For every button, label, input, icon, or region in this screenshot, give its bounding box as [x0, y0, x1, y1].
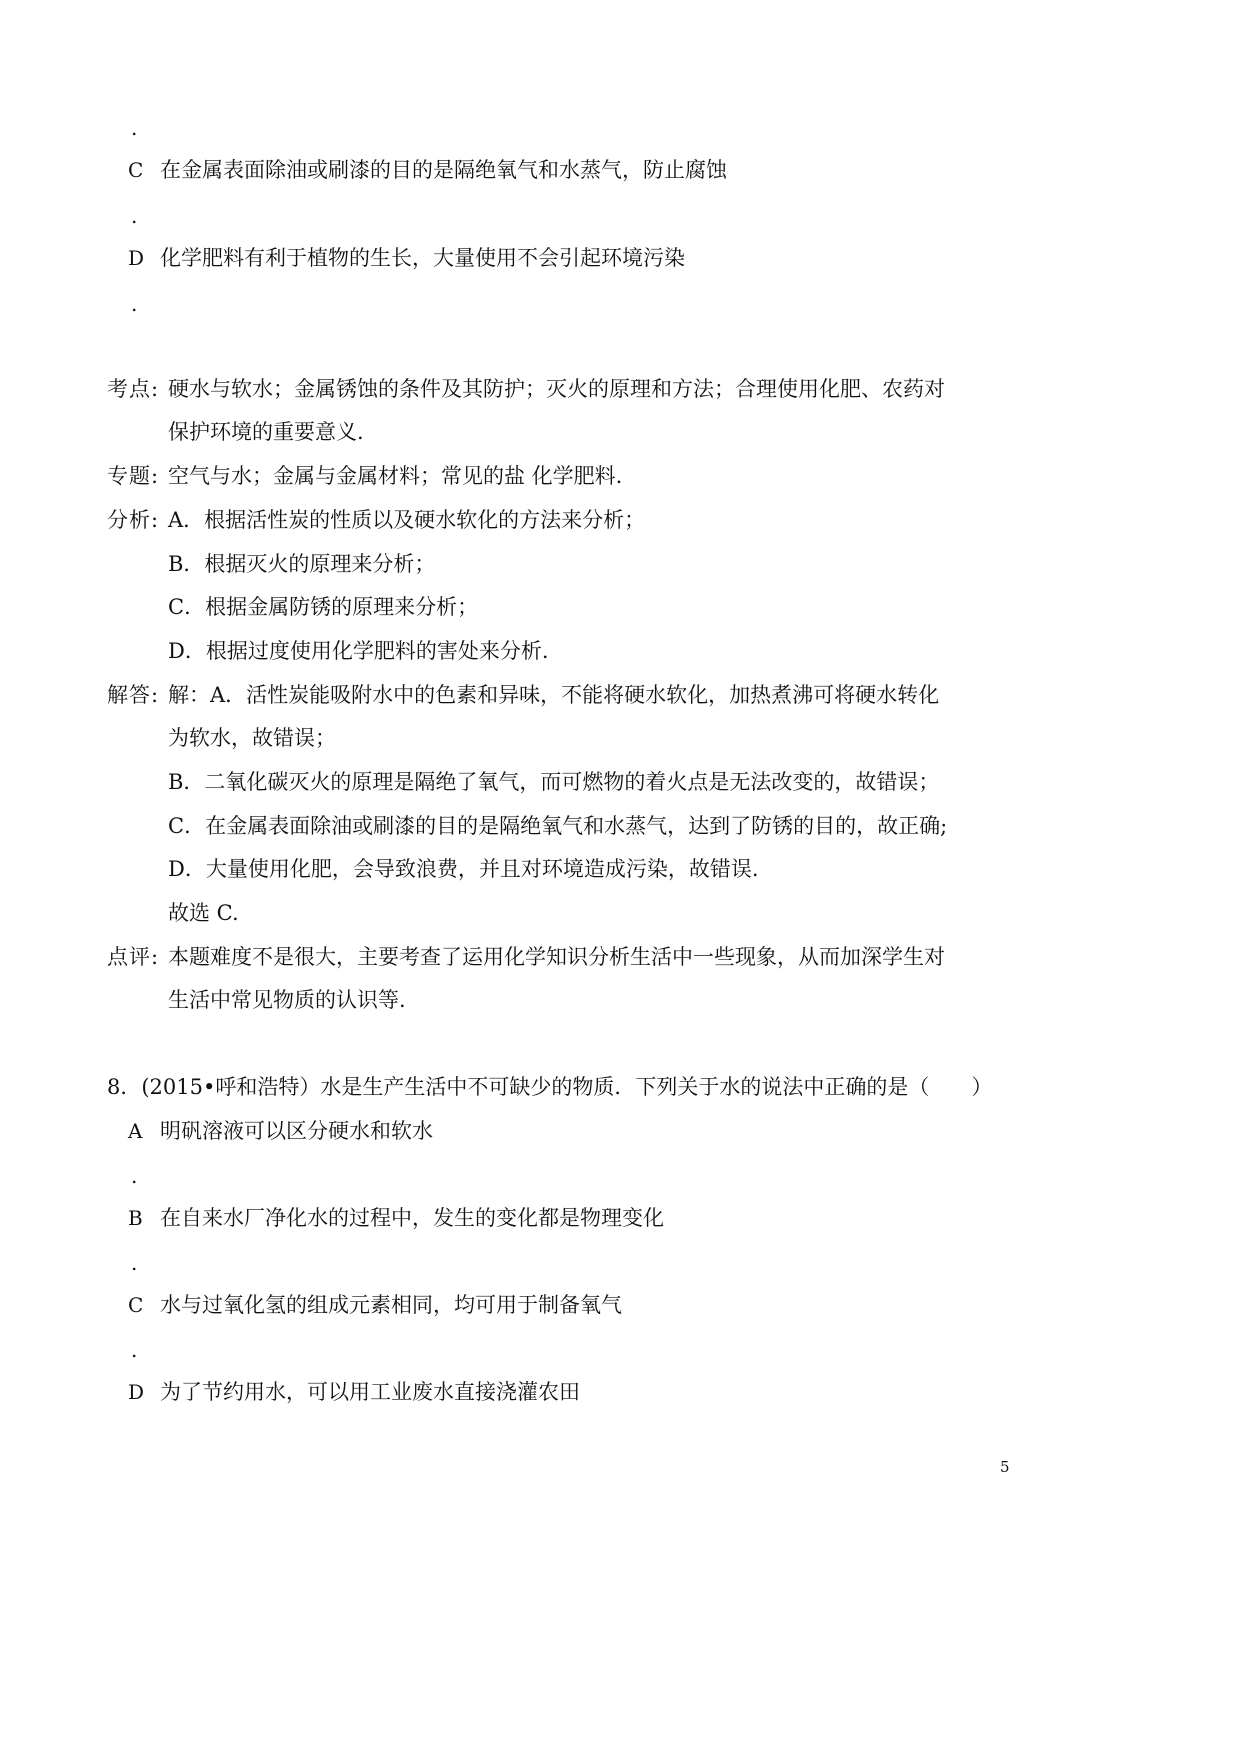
- fenxi-line: B．根据灭火的原理来分析；: [168, 552, 436, 576]
- option-text: 化学肥料有利于植物的生长，大量使用不会引起环境污染: [160, 246, 685, 270]
- option-dot: .: [131, 116, 138, 140]
- option-dot: .: [131, 292, 138, 316]
- fenxi-line: C．根据金属防锈的原理来分析；: [168, 595, 479, 619]
- option-dot: .: [131, 1164, 138, 1188]
- option-text: 在自来水厂净化水的过程中，发生的变化都是物理变化: [160, 1206, 664, 1230]
- jieda-line: 解：A．活性炭能吸附水中的色素和异味，不能将硬水软化，加热煮沸可将硬水转化: [168, 683, 940, 707]
- option-letter: C: [128, 158, 144, 182]
- jieda-line: 为软水，故错误；: [168, 726, 336, 750]
- fenxi-label: 分析:: [107, 508, 160, 532]
- fenxi-line: A．根据活性炭的性质以及硬水软化的方法来分析；: [168, 508, 646, 532]
- option-letter: C: [128, 1293, 144, 1317]
- page-number: 5: [1000, 1458, 1010, 1476]
- option-letter: B: [128, 1206, 143, 1230]
- option-dot: .: [131, 1251, 138, 1275]
- option-letter: D: [128, 1380, 145, 1404]
- option-text: 在金属表面除油或刷漆的目的是隔绝氧气和水蒸气，防止腐蚀: [160, 158, 727, 182]
- jieda-line: D．大量使用化肥，会导致浪费，并且对环境造成污染，故错误.: [168, 857, 759, 881]
- zhuanti-label: 专题:: [107, 464, 160, 488]
- option-text: 为了节约用水，可以用工业废水直接浇灌农田: [160, 1380, 580, 1404]
- kaodian-label: 考点:: [107, 377, 160, 401]
- option-letter: D: [128, 246, 145, 270]
- kaodian-line: 保护环境的重要意义.: [168, 420, 364, 444]
- option-text: 水与过氧化氢的组成元素相同，均可用于制备氧气: [160, 1293, 622, 1317]
- dianping-line: 本题难度不是很大，主要考查了运用化学知识分析生活中一些现象，从而加深学生对: [168, 945, 945, 969]
- option-text: 明矾溶液可以区分硬水和软水: [160, 1119, 433, 1143]
- option-dot: .: [131, 204, 138, 228]
- zhuanti-text: 空气与水；金属与金属材料；常见的盐 化学肥料.: [168, 464, 623, 488]
- dianping-line: 生活中常见物质的认识等.: [168, 988, 406, 1012]
- jieda-label: 解答:: [107, 683, 160, 707]
- jieda-line: B．二氧化碳灭火的原理是隔绝了氧气，而可燃物的着火点是无法改变的，故错误；: [168, 770, 940, 794]
- jieda-line: 故选 C.: [168, 901, 239, 925]
- dianping-label: 点评:: [107, 945, 160, 969]
- question-stem: 8．(2015•呼和浩特）水是生产生活中不可缺少的物质．下列关于水的说法中正确的是（ ）: [107, 1075, 993, 1099]
- kaodian-line: 硬水与软水；金属锈蚀的条件及其防护；灭火的原理和方法；合理使用化肥、农药对: [168, 377, 945, 401]
- option-letter: A: [128, 1119, 143, 1143]
- jieda-line: C．在金属表面除油或刷漆的目的是隔绝氧气和水蒸气，达到了防锈的目的，故正确;: [168, 814, 948, 838]
- fenxi-line: D．根据过度使用化学肥料的害处来分析.: [168, 639, 549, 663]
- option-dot: .: [131, 1338, 138, 1362]
